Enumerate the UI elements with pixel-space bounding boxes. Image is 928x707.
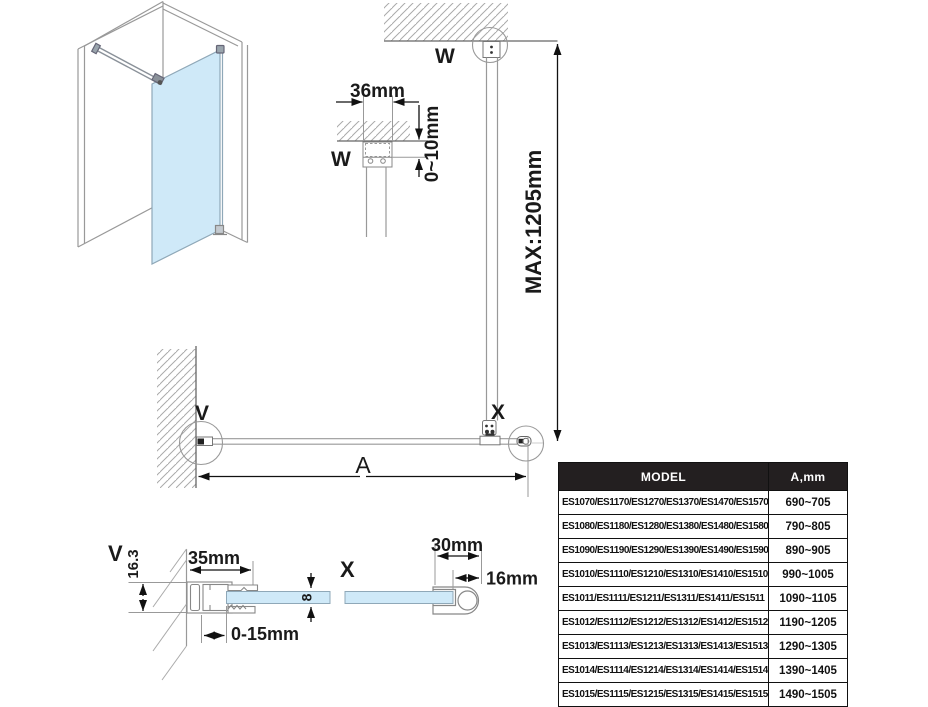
table-row	[559, 683, 848, 707]
dim-a	[199, 437, 529, 497]
dim-label-0-15mm: 0-15mm	[231, 624, 300, 644]
dim-max-1205	[521, 44, 558, 441]
table-row	[559, 611, 848, 635]
a-cell: 1190~1205	[769, 611, 848, 635]
dim-0-10mm	[419, 105, 443, 182]
a-cell: 790~805	[769, 515, 848, 539]
plan-view	[157, 346, 544, 497]
callout-x-detail: X	[340, 557, 355, 582]
a-cell: 690~705	[769, 491, 848, 515]
dim-label-16-3: 16.3	[125, 549, 142, 579]
model-cell: ES1015/ES1115/ES1215/ES1315/ES1415/ES1515	[559, 683, 769, 707]
ceiling-hatch	[384, 3, 508, 41]
detail-x-end-profile	[340, 535, 538, 614]
model-cell: ES1090/ES1190/ES1290/ES1390/ES1490/ES1590	[559, 539, 769, 563]
ceiling-bracket-section	[363, 142, 392, 167]
bar-glass-connector	[480, 421, 500, 445]
model-size-table	[558, 462, 848, 707]
ceiling-bracket-elevation	[483, 42, 500, 58]
col-header-model: MODEL	[559, 463, 769, 491]
table-row	[559, 635, 848, 659]
dim-35mm	[188, 548, 253, 587]
glass-strip-x-front	[345, 592, 453, 604]
isometric-overview	[78, 2, 248, 265]
table-row	[559, 659, 848, 683]
dim-label-36mm: 36mm	[350, 81, 405, 102]
callout-w-top: W	[435, 45, 455, 68]
a-cell: 1290~1305	[769, 635, 848, 659]
callout-w-detail: W	[331, 148, 351, 171]
model-cell: ES1080/ES1180/ES1280/ES1380/ES1480/ES1580	[559, 515, 769, 539]
wall-hatch-v-detail	[153, 549, 187, 680]
dim-16mm	[453, 569, 538, 590]
wall-hatch-plan	[157, 349, 196, 488]
dim-label-max: MAX:1205mm	[521, 149, 546, 295]
end-profile-plan	[517, 437, 543, 447]
a-cell: 990~1005	[769, 563, 848, 587]
dim-label-a: A	[355, 452, 371, 478]
left-wall	[78, 2, 163, 248]
dim-label-0-10mm: 0~10mm	[422, 105, 443, 183]
glass-corner-clamp	[217, 46, 225, 54]
dim-label-30mm: 30mm	[430, 535, 484, 555]
model-cell: ES1010/ES1110/ES1210/ES1310/ES1410/ES1510	[559, 563, 769, 587]
ceiling-hatch-small	[337, 121, 410, 141]
table-row	[559, 563, 848, 587]
support-bar-iso	[92, 43, 164, 85]
dim-8	[299, 573, 315, 622]
callout-v-detail: V	[108, 541, 123, 566]
model-cell: ES1014/ES1114/ES1214/ES1314/ES1414/ES1514	[559, 659, 769, 683]
a-cell: 1490~1505	[769, 683, 848, 707]
detail-v-wall-profile	[108, 541, 330, 680]
table-row	[559, 491, 848, 515]
dim-label-35mm: 35mm	[187, 548, 241, 568]
wall-profile-plan	[197, 437, 213, 446]
dim-label-16mm: 16mm	[486, 568, 539, 589]
table-header-row	[559, 463, 848, 491]
model-cell: ES1070/ES1170/ES1270/ES1370/ES1470/ES1570	[559, 491, 769, 515]
a-cell: 1090~1105	[769, 587, 848, 611]
model-cell: ES1012/ES1112/ES1212/ES1312/ES1412/ES1512	[559, 611, 769, 635]
col-header-a: A,mm	[769, 463, 848, 491]
table-row	[559, 587, 848, 611]
callout-x-plan: X	[491, 401, 506, 424]
a-cell: 890~905	[769, 539, 848, 563]
elevation-bar	[384, 3, 558, 441]
floor-anchor	[213, 226, 227, 235]
model-cell: ES1011/ES1111/ES1211/ES1311/ES1411/ES1511	[559, 587, 769, 611]
a-cell: 1390~1405	[769, 659, 848, 683]
dim-label-8: 8	[298, 593, 315, 602]
model-cell: ES1013/ES1113/ES1213/ES1313/ES1413/ES1513	[559, 635, 769, 659]
table-row	[559, 515, 848, 539]
table-row	[559, 539, 848, 563]
detail-w-ceiling-bracket	[331, 81, 443, 237]
callout-v-plan: V	[195, 402, 210, 425]
